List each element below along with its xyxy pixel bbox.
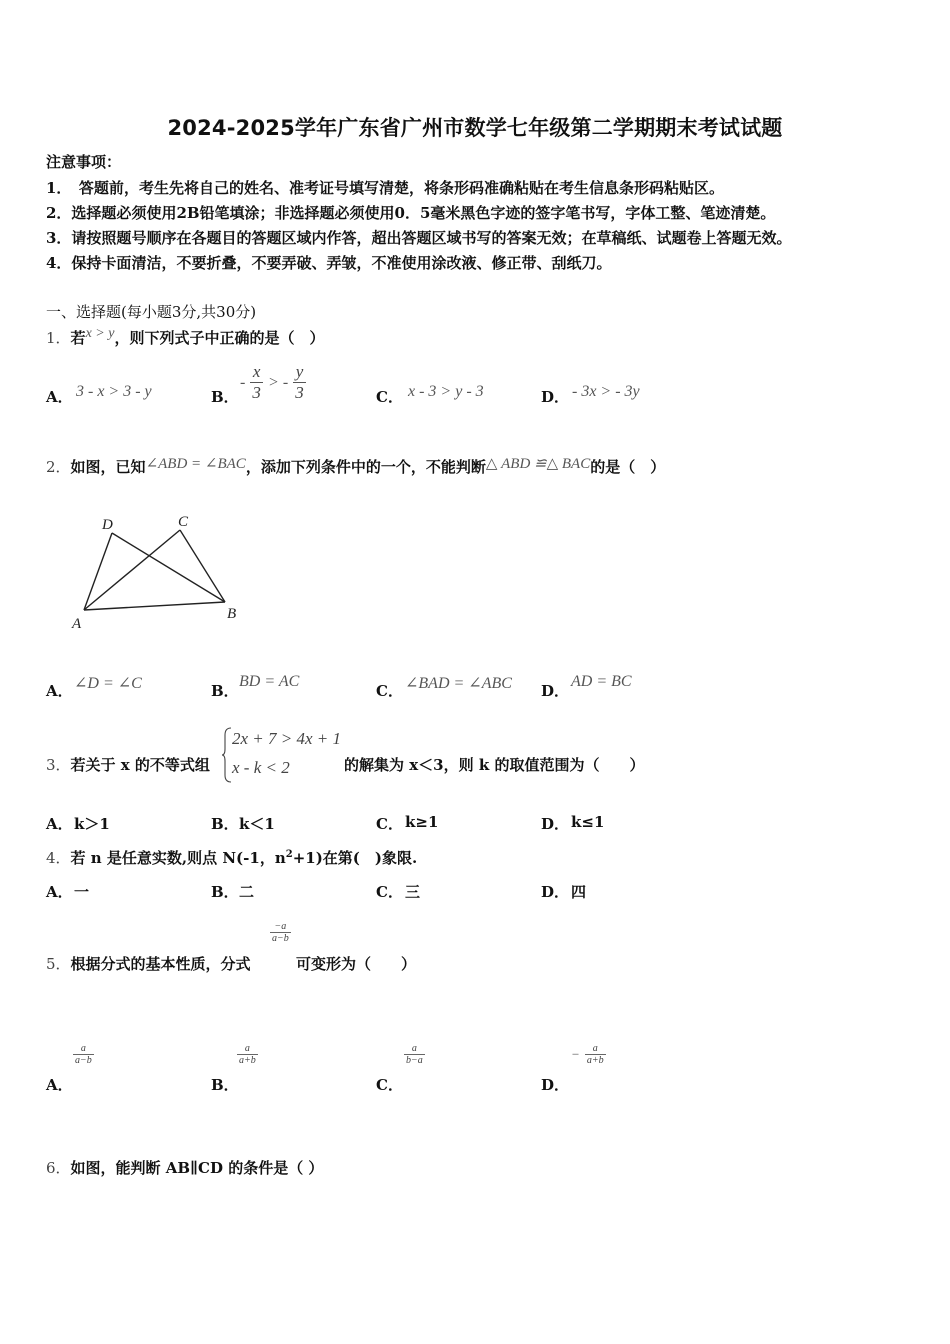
option-label-a: A． xyxy=(46,1076,73,1094)
question-number: 3． xyxy=(46,756,71,774)
math-sign: > - xyxy=(268,374,289,391)
option-a: ∠D = ∠C xyxy=(74,675,142,692)
notice-item-4: 4．保持卡面清洁，不要折叠，不要弄破、弄皱，不准使用涂改液、修正带、刮纸刀。 xyxy=(46,254,612,272)
option-label-b: B． xyxy=(211,388,239,406)
question-text: ，添加下列条件中的一个，不能判断 xyxy=(245,458,486,476)
option-b xyxy=(237,1043,258,1066)
fraction xyxy=(237,1043,258,1066)
question-number: 2． xyxy=(46,458,71,476)
brace-icon xyxy=(222,727,232,783)
question-3-prefix xyxy=(46,754,210,775)
question-number: 4． xyxy=(46,849,71,867)
math-sign: - xyxy=(240,374,246,391)
figure-lines xyxy=(84,530,225,610)
option-c xyxy=(404,1043,425,1066)
question-text: +1)在第( )象限. xyxy=(292,849,418,867)
option-label-d: D． xyxy=(541,883,570,901)
option-label-c: C． xyxy=(376,883,403,901)
segment-cb xyxy=(180,530,225,602)
question-5-prefix xyxy=(46,953,251,974)
segment-db xyxy=(112,533,225,602)
fraction xyxy=(250,362,263,403)
fraction-numerator: −a xyxy=(270,921,291,933)
option-d: AD = BC xyxy=(571,673,632,690)
math-formula: x > y xyxy=(85,326,115,341)
option-label-d: D． xyxy=(541,388,570,406)
question-number: 1． xyxy=(46,329,71,347)
point-label-d: D xyxy=(102,517,113,533)
option-c: 三 xyxy=(405,883,421,901)
question-text: 若 n 是任意实数,则点 N(-1，n xyxy=(70,849,286,867)
option-label-d: D． xyxy=(541,1076,570,1094)
fraction-numerator: a xyxy=(73,1043,94,1055)
option-label-a: A． xyxy=(46,815,73,833)
option-a xyxy=(73,1043,94,1066)
option-label-b: B． xyxy=(211,883,239,901)
question-number: 6． xyxy=(46,1159,71,1177)
fraction-denominator: 3 xyxy=(295,383,304,402)
fraction-denominator: a+b xyxy=(586,1055,604,1066)
question-number: 5． xyxy=(46,955,71,973)
option-b: 二 xyxy=(239,883,255,901)
option-label-c: C． xyxy=(376,388,403,406)
question-text: 的是（ ） xyxy=(590,458,666,476)
point-label-a: A xyxy=(72,616,82,632)
fraction-denominator: a+b xyxy=(239,1055,256,1066)
question-text: ，则下列式子中正确的是（ ） xyxy=(114,329,325,347)
option-label-b: B． xyxy=(211,815,239,833)
notice-item-1: 1． 答题前，考生先将自己的姓名、准考证号填写清楚，将条形码准确粘贴在考生信息条形码粘贴区。 xyxy=(46,179,724,197)
question-text: 如图，已知 xyxy=(70,458,146,476)
option-b: BD = AC xyxy=(239,673,300,690)
section-heading: 一、选择题(每小题3分,共30分) xyxy=(46,303,257,321)
inequality-line-2: x - k < 2 xyxy=(232,758,290,777)
question-6 xyxy=(46,1157,323,1178)
fraction-numerator: a xyxy=(585,1043,606,1055)
option-a: 3 - x > 3 - y xyxy=(76,383,152,400)
option-d: k≤1 xyxy=(571,813,605,831)
option-a: 一 xyxy=(74,883,90,901)
fraction-denominator: b−a xyxy=(406,1055,423,1066)
point-label-b: B xyxy=(227,606,237,622)
segment-ab xyxy=(84,602,225,610)
triangle-figure xyxy=(60,505,260,635)
question-text: 根据分式的基本性质，分式 xyxy=(70,955,251,973)
page-title: 2024-2025学年广东省广州市数学七年级第二学期期末考试试题 xyxy=(167,116,783,140)
fraction-numerator: y xyxy=(293,362,306,383)
fraction xyxy=(73,1043,94,1066)
option-label-b: B． xyxy=(211,1076,239,1094)
option-label-a: A． xyxy=(46,682,73,700)
option-c: x - 3 > y - 3 xyxy=(408,383,484,400)
question-text: 的解集为 x＜3，则 k 的取值范围为（ ） xyxy=(344,756,645,774)
question-4 xyxy=(46,847,417,868)
option-d: - 3x > - 3y xyxy=(572,383,640,400)
question-5-fraction xyxy=(270,921,291,944)
fraction-denominator: a−b xyxy=(75,1055,92,1066)
option-label-c: C． xyxy=(376,1076,403,1094)
notice-item-3: 3．请按照题号顺序在各题目的答题区域内作答，超出答题区域书写的答案无效；在草稿纸、试题卷上答题无效。 xyxy=(46,229,792,247)
option-b xyxy=(240,362,306,403)
question-text: 可变形为（ ） xyxy=(296,955,417,973)
option-label-a: A． xyxy=(46,388,73,406)
question-text: 若 xyxy=(70,329,86,347)
option-label-d: D． xyxy=(541,815,570,833)
fraction-denominator: a−b xyxy=(272,933,289,944)
fraction-numerator: a xyxy=(404,1043,425,1055)
math-sign: − xyxy=(571,1046,580,1062)
option-label-c: C． xyxy=(376,682,403,700)
option-label-a: A． xyxy=(46,883,73,901)
option-b: k＜1 xyxy=(239,815,275,833)
fraction-numerator: a xyxy=(237,1043,258,1055)
point-label-c: C xyxy=(178,514,189,530)
option-label-d: D． xyxy=(541,682,570,700)
option-c: ∠BAD = ∠ABC xyxy=(405,675,512,692)
fraction xyxy=(404,1043,425,1066)
option-a: k＞1 xyxy=(74,815,110,833)
inequality-line-1: 2x + 7 > 4x + 1 xyxy=(232,729,342,748)
question-2 xyxy=(46,456,665,477)
question-1 xyxy=(46,327,324,348)
fraction xyxy=(293,362,306,403)
option-d: 四 xyxy=(571,883,587,901)
option-c: k≥1 xyxy=(405,813,439,831)
question-text: 如图，能判断 AB∥CD 的条件是（ ） xyxy=(70,1159,324,1177)
notice-item-2: 2．选择题必须使用2B铅笔填涂；非选择题必须使用0．5毫米黑色字迹的签字笔书写，字体工整、笔迹清楚。 xyxy=(46,204,776,222)
option-d xyxy=(571,1043,606,1066)
fraction xyxy=(585,1043,606,1066)
math-formula: ∠ABD = ∠BAC xyxy=(145,456,246,472)
option-label-c: C． xyxy=(376,815,403,833)
question-text: 若关于 x 的不等式组 xyxy=(70,756,210,774)
fraction xyxy=(270,921,291,944)
fraction-denominator: 3 xyxy=(252,383,261,402)
option-label-b: B． xyxy=(211,682,239,700)
notice-heading: 注意事项： xyxy=(46,153,122,171)
fraction-numerator: x xyxy=(250,362,263,383)
math-formula: △ ABD ≌△ BAC xyxy=(485,456,591,472)
superscript: 2 xyxy=(285,849,293,860)
